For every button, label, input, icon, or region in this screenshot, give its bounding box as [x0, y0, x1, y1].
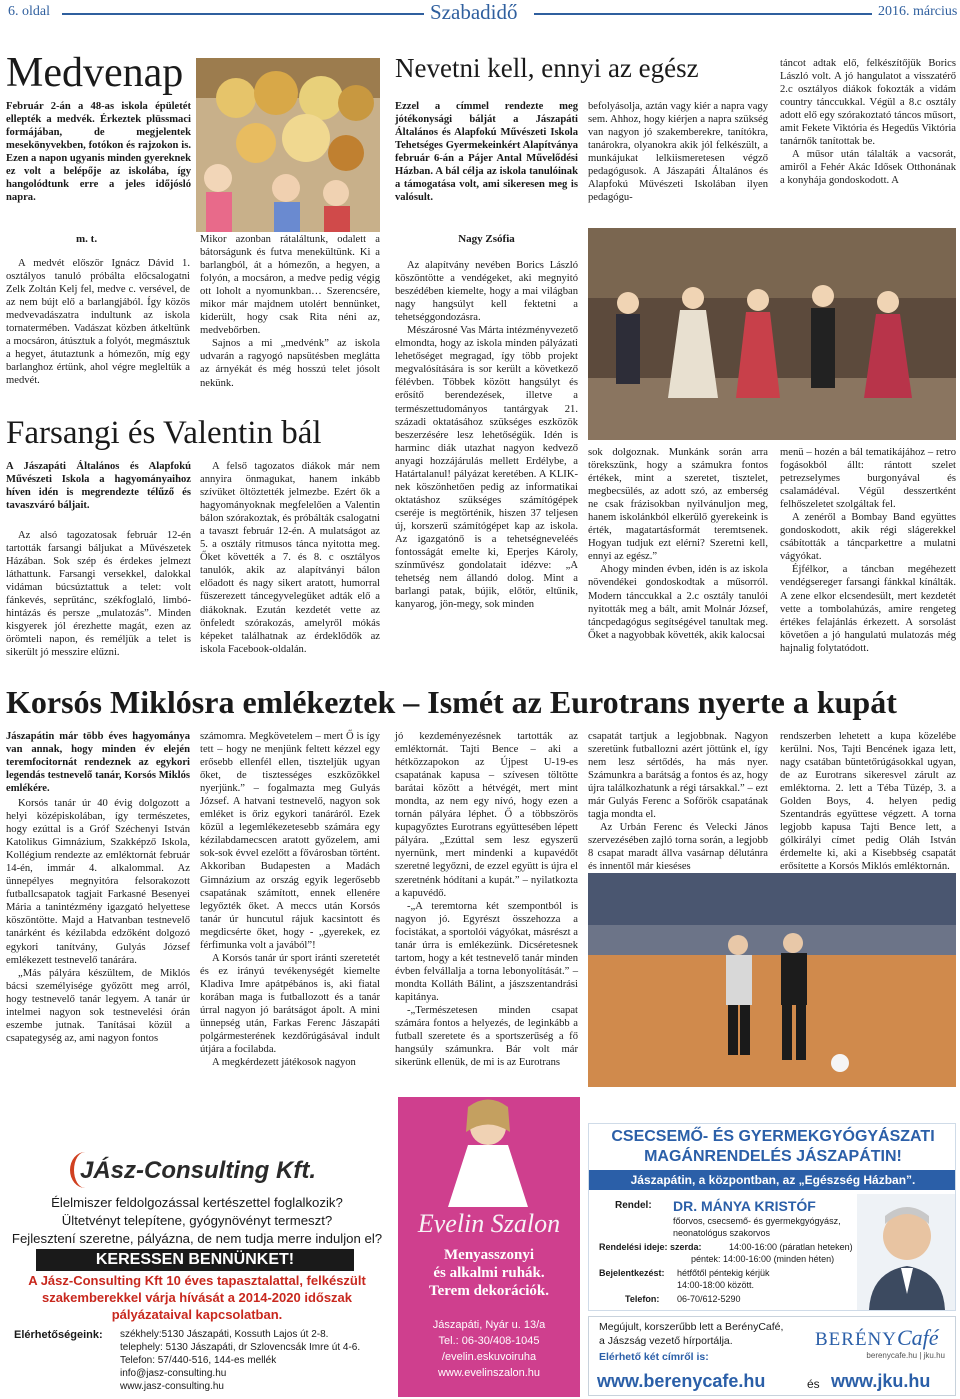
doc-role1: főorvos, csecsemő- és gyermekgyógyász, — [673, 1216, 841, 1226]
korsos-title: Korsós Miklósra emlékeztek – Ismét az Eurotrans nyerte a kupát — [6, 684, 897, 720]
header-date: 2016. március — [878, 4, 958, 19]
doc-subtitle: Jászapátin, a központban, az „Egészség Házban”. — [589, 1170, 956, 1190]
evelin-tel: Tel.: 06-30/408-1045 — [438, 1335, 540, 1347]
medvenap-title: Medvenap — [6, 50, 184, 96]
doc-appt-label: Bejelentkezést: — [599, 1268, 665, 1278]
farsang-title: Farsangi és Valentin bál — [6, 415, 322, 451]
header-rule-right — [534, 13, 872, 15]
doc-rendel-label: Rendel: — [615, 1200, 652, 1211]
farsang-lead: A Jászapáti Általános és Alapfokú Művészeti Iskola a hagyományaihoz híven idén is megrendezte télűző és tavaszváró báljait. — [6, 461, 191, 512]
jasz-line1: Élelmiszer feldolgozással kertészettel foglalkozik? — [51, 1195, 343, 1210]
dance-photo — [588, 228, 956, 440]
korsos-col3: jó kezdeményezésnek tartották az emléktornát. Tajti Bence – aki a hétközzapokon az Újpest U-19-es csapatának kapusa – szívesen töltötte barátai között a hétvégét, mert mint mondta, az nem egy nívó, hogy ezen a tornán pályára léphet. Ő a többszörös kupagyőztes Eurotrans együttesében lépett pályára. „Ezúttal sem lesz egyszerű nyernünk, mert mindenki a kupavédőt szeretné legyőzni, de ezzel együtt is újra el szeretnénk hódítani a kupát.” – nyilatkozta a kapuvédő. -„A teremtorna két szempontból is nagyon jó. Egyrészt összehozza a focistákat, a sportolói vágyókat, másrészt a tanár úrra is emlékezünk. Dicséretesnek tartom, hogy a két testnevelő tanár minden évben felvállalja a torna lebonyolítását.” – mondta Kolláth Bálint, a jászszentandrási kapitánya. -„Természetesen minden csapat számára fontos a helyezés, de leginkább a futball szeretete és a sportszerűség a fő hangsúly számunkra. Bár volt már sikerünk ellenük, de mi is az Eurotrans — [395, 731, 578, 1069]
doctor-ad — [588, 1123, 956, 1311]
bereny-logo — [815, 1325, 945, 1365]
doc-hours2: péntek: 14:00-16:00 (minden héten) — [691, 1254, 835, 1264]
bereny-line2: a Jászság vezető hírportálja. — [599, 1335, 733, 1347]
jasz-consulting-logo: JÁsz-Consulting Kft. — [80, 1157, 316, 1184]
evelin-fb: /evelin.eskuvoiruha — [441, 1351, 537, 1363]
jasz-contact1: székhely:5130 Jászapáti, Kossuth Lajos út 2-8. — [120, 1329, 329, 1340]
doc-appt2: 14:00-18:00 között. — [677, 1280, 755, 1290]
bereny-url2[interactable]: www.jku.hu — [831, 1371, 931, 1391]
bereny-and: és — [807, 1377, 820, 1391]
jasz-contact4: info@jasz-consulting.hu — [120, 1368, 227, 1379]
bride-figure — [438, 1097, 538, 1207]
jasz-consulting-logo-swoosh — [70, 1152, 100, 1188]
korsos-lead: Jászapátin már több éves hagyománya van annak, hogy minden év elején teremfocitornát rendeznek az egykori legendás testnevelő tanár, Korsós Miklós emlékére. — [6, 731, 190, 795]
medvenap-lead: Február 2-án a 48-as iskola épületét ellepték a medvék. Érkeztek plüssmaci formájában, de megjelentek mesekönyvekben, fotókon és rajzokon is. Ezen a napon ugyanis minden gyereknek ez volt a belépője az iskolába, így hangolódtunk erre a jeles időjósló napra. — [6, 101, 191, 204]
bereny-logo-sub: berenycafe.hu | jku.hu — [866, 1351, 945, 1360]
korsos-col1: Korsós tanár úr 40 évig dolgozott a helyi középiskolában, így természetes, hogy ezúttal is a Gróf Széchenyi István Katolikus Gimnázium, Szakképző Iskola, Kollégium rendezte az emléktornát február 14-én, immár 4. alkalommal. Az ünnepélyes megnyitóra felsorakozott futballcsapatok tagjait Farkasné Besenyei Mária a tanintézmény igazgató helyettese köszöntötte. Majd a Hatvanban testnevelő tanárként és kézilabda edzőként dolgozó egykori tanítvány, Gulyás József emlékezett testnevelő tanárára. „Más pályára készültem, de Miklós bácsi személyisége győzött meg arról, hogy testnevelő tanár legyem. A tanár úr intelmei nagyon sok testnevelési órán eszembe jutnak. Tanításai közül a csapategység az, ami nagyon fontos — [6, 798, 190, 1044]
medvenap-col1: A medvét először Ignácz Dávid 1. osztályos tanuló próbálta előcsalogatni Zelk Zoltán Kelj fel, medve c. versével, de az nem bújt elő a barlangjából. Így közös medvevadászatra indultunk az iskola tornatermében. Vadászat közben átkeltünk a mocsáron, átúsztuk a folyót, megmásztuk a hegyet, átutaztunk a hómezőn, míg egy barlanghoz értünk, ahol végre megleltük a medvét. — [6, 258, 190, 387]
nevetni-col2-bottom: sok dolgoznak. Munkánk során arra törekszünk, hogy a számukra fontos értékek, mint a szeretet, tisztelet, megbecsülés, az adott szó, az emberség ne csak frázisokban nyilvánuljon meg, hanem iskolánkból elkerülő gyerekeink is érték, magatartásformát teremtsenek. Hogyan tudjuk ezt elérni? Szeretni kell, ennyi az egész.” Ahogy minden évben, idén is az iskola növendékei gondoskodtak a műsorról. Modern tánccukkal a 2.c osztály tanulói nyitották meg a bált, amit Molnár József, táncpedagógus segítségével tanultak meg. Őket a nagyobbak követték, akik kalocsai — [588, 447, 768, 641]
jasz-contact2: telephely: 5130 Jászapáti, dr Szlovencsák Imre út 4-6. — [120, 1342, 361, 1353]
header-section-title: Szabadidő — [430, 0, 518, 24]
doc-title2: MAGÁNRENDELÉS JÁSZAPÁTIN! — [644, 1148, 902, 1165]
jasz-contact-label: Elérhetőségeink: — [14, 1329, 103, 1341]
doctor-portrait — [857, 1194, 955, 1310]
nevetni-col3-bottom: menü – hozén a bál tematikájához – retro fogásokból állt: rántott szelet petrezselymes burgonyával és csalamádéval. Végül desszertként felhőszeletet szolgáltak fel. A zenéről a Bombay Band együttes gondoskodott, akik régi slágerekkel csábították a táncparkettre a mulatni vágyókat. Éjfélkor, a táncban megéhezett vendégseregeт farsangi fánkkal kínálták. A zene elkor elcsendesült, mert kezdetét vette a tombolahúzás, amire rengeteg értékes felajánlás érkezett. A sorsolást követően a jó hangulatú mulatozás még hajnalig folytatódott. — [780, 447, 956, 654]
farsang-col2: A felső tagozatos diákok már nem annyira önmagukat, hanem inkább szívüket öltöztették jelmezbe. Ezért ők a hagyományoknak megfelelően a Valentin bálon szórakoztak, és próbálták csalogatni a tavaszt február 12-én. A mulatságot az 5. a osztály ritmusos tánca nyitotta meg. Őket követték a 7. és 8. c osztályos tanulók, akik az alapítványi bálon előadott és nagy sikert aratott, humorral fűszerezett táncegyvelegüket adták elő a diákoknak. Ezután kezdetét vette az önfeledt szórakozás, amelyről mókás képeket találhatnak az érdeklődők az iskola Facebook-oldalán. — [200, 461, 380, 655]
farsang-col1: Az alsó tagozatosak február 12-én tartották farsangi báljukat a Művészetek Házában. Sok szép és érdekes jelmezt láthattunk. Farsangi versekkel, dalokkal vidáman búcsúztattuk a telet: volt fánkevés, seprűtánc, székfoglaló, limbó-hintázás és persze „mulatozás”. Minden kisgyerek jól érezhette magát, ezen az örömteli napon, és reméljük a telet is sikerült jó messzire elűzni. — [6, 530, 191, 659]
evelin-web: www.evelinszalon.hu — [437, 1367, 541, 1379]
medvenap-col2: Mikor azonban rátaláltunk, odalett a bátorságunk és futva menekültünk. Ki a barlangból, át a hómezőn, a hegyen, a folyón, a mocsáron, a medve pedig végig ott loholt a nyomunkban… Szerencsére, mikor már majdnem utolért bennünket, kiderült, hogy csak Rita néni az, medvebőrben. Sajnos a mi „medvénk” az iskola udvarán a ragyogó napsütésben meglátta az árnyékát és még hosszú telet jósolt nekünk. — [200, 234, 380, 389]
evelin-brand: Evelin Szalon — [417, 1209, 561, 1238]
nevetni-col1-bottom: Az alapítvány nevében Borics László köszöntötte a vendégeket, aki megnyitó beszédében kiemelte, hogy a mai világban nagy hangsúlyt kell fektetni a tehetséggondozásra. Mészárosné Vas Márta intézményvezető elmondta, hogy az iskola minden pályázati lehetőséget megragad, így több projekt megvalósítására is sor került a következő félévben. Többek között hangsúlyt és erősítő berendezések, illetve a természettudományos tantárgyak 21. századi oktatásához szükséges eszközök beszerzésére lesz lehetőségük. Idén is harminc diák utazhat nagyon kedvező anyagi hozzájárulás mellett Erdélybe, a Határtalanul! pályázat keretében. A KLIK-nek köszönhetően pedig az informatikai oktatáshoz szükséges számítógépek cseréje is megtörténik, hiszen 37 teljesen új, korszerű számítógépet kap az iskola. Az igazgatónő is a tehetségneveléés fontosságát emelte ki, Eperjes Károly, színművész gondolatait idézve: „A tehetség nem állandó dolog. Mint a barlangi patak, bújik, előtör, eltűnik, kanyarog, jön-megy, sok minden — [395, 260, 578, 611]
nevetni-lead: Ezzel a címmel rendezte meg jótékonysági bálját a Jászapáti Általános és Alapfokú Művészeti Iskola Tehetséges Gyermekeinkért Alapítványa február 6-án a Pájer Antal Művelődési Házban. A bál célja az iskola tanulóinak a támogatása volt, ami sikeresen meg is valósult. — [395, 101, 578, 204]
doc-name: DR. MÁNYA KRISTÓF — [673, 1198, 816, 1214]
jasz-consulting-ad — [0, 1097, 394, 1397]
jasz-contact3: Telefon: 57/440-516, 144-es mellék — [120, 1355, 277, 1366]
bereny-url1[interactable]: www.berenycafe.hu — [597, 1371, 766, 1391]
bereny-logo-cafe: Café — [897, 1325, 939, 1350]
header-rule-left — [62, 13, 424, 15]
nevetni-col3-top: táncot adtak elő, felkészítőjük Borics László volt. A jó hangulatot a visszatérő 2.c osztályos diákok fokozták a vidám country tánccukkal. Végül a 8.c osztály adott elő egy szórakoztató táncos műsort, amit Fekete Viktória és Hegedűs Viktória tanárnők tanítottak be. A műsor után tálalták a vacsorát, amiről a Fehér Akác Idősek Otthonának a konyhája gondoskodott. A — [780, 58, 956, 187]
korsos-col4: csapatát tartjuk a legjobbnak. Nagyon szeretünk futballozni azért jöttünk el, így nem lesz sértődés, ha más nyer. Számunkra a barátság a fontos és az, hogy újra találkozhatunk a régi társakkal.” – ezt már Gulyás Ferenc a Sofőrök csapatának tagja mondta el. Az Urbán Ferenc és Velecki János szervezésében zajló torna során, a legjobb 8 csapat maradt állva vasárnap délutánra és innentől már kieséses — [588, 731, 768, 873]
korsos-col5: rendszerben lehetett a kupa közelébe kerülni. Nos, Tajti Bencének igaza lett, nagy csatában büntetőrúgásokkal ugyan, de az Eurotrans sikeresvel zárult az emléktorna. 2. lett a Téba Tüzép, 3. a Golden Boys, 4. helyen pedig Szentandrás együttese végzett. A torna legjobb kapusa Tajti Bence lett, a gólkirályi címet pedig Oláh István érdemelte ki, aki a Kisebbség csapatát erősítette a Korsós Miklós emléktornán. — [780, 731, 956, 873]
doc-appt1: hétfőtől péntekig kérjük — [677, 1268, 770, 1278]
evelin-line3: Terem dekorációk. — [429, 1283, 549, 1299]
evelin-addr: Jászapáti, Nyár u. 13/a — [432, 1319, 546, 1331]
doc-hours-label: Rendelési ideje: szerda: — [599, 1242, 702, 1252]
doc-tel: 06-70/612-5290 — [677, 1294, 741, 1304]
teddy-bear-photo — [196, 58, 380, 232]
nevetni-author: Nagy Zsófia — [458, 233, 515, 245]
futsal-photo — [588, 873, 956, 1087]
bereny-cafe-ad — [588, 1316, 956, 1396]
bereny-logo-text: BERÉNY — [815, 1329, 897, 1350]
evelin-line2: és alkalmi ruhák. — [433, 1265, 545, 1281]
jasz-line3: Fejlesztení szeretne, pályázna, de nem tudja merre induljon el? — [11, 1231, 383, 1246]
evelin-szalon-ad — [398, 1097, 580, 1397]
bereny-line3: Elérhető két címről is: — [599, 1351, 709, 1363]
jasz-line2: Ültetvényt telepítene, gyógynövényt termeszt? — [61, 1213, 333, 1228]
evelin-line1: Menyasszonyi — [444, 1247, 534, 1263]
doc-role2: neonatológus szakorvos — [673, 1228, 771, 1238]
korsos-col2: számomra. Megkövetelem – mert Ő is így tett – hogy ne menjünk feltett kézzel egy erősebb ellenfél ellen, tiszteljük ugyan őket, de tisztességes eszközökkel nyerjünk.” – fogalmazta meg Gulyás József. A hatvani testnevelő, nagyon sok emléket is őriz egykori tanáráról. Ezek közül a legemlékezetesebb számára egy kézilabdamecscen aratott győzelem, ami sok-sok évvel ezelőtt a fővárosban történt. Akkoriban Budapesten a Madách Gimnázium az ország egyik legerősebb csapatának számított, ennek ellenére legyőzték őket. A meccs után Korsós tanár úr huncutul rájuk kacsintott és megdicsérte őket, hogy - „gyerekek, ez férfimunka volt a javából”! A Korsós tanár úr sport iránti szeretetét és ez irányú tevékenységét kiemelte Kladiva Imre apátpébános is, aki fiatal korában maga is futballozott és a tanár úrral nagyon jó barátságot ápolt. A mini ünnepség után, Farkas Ferenc Jászapáti polgármesterének kezdőrúgásával indult útjára a focilabda. A megkérdezett játékosok nagyon — [200, 731, 380, 1069]
jasz-banner: KERESSEN BENNÜNKET! — [36, 1249, 354, 1271]
doc-hours1: 14:00-16:00 (páratlan heteken) — [729, 1242, 853, 1252]
jasz-red-text: A Jász-Consulting Kft 10 éves tapasztalattal, felkészült szakemberekkel várja hívását a 2014-2020 időszak pályázataival kapcsolatban. — [28, 1273, 366, 1322]
nevetni-col2-top: befolyásolja, aztán vagy kiér a napra vagy sem. Ahhoz, hogy kiérjen a napra szükség van nagyon jó szakemberekre, tanítókra, tanárokra, olyanokra akik jól felkészült, a munkájukat lelkiismeretesen végző pedagógusok. A Jászapáti Általános és Alapfokú Művészeti Iskolában ilyen pedagógu- — [588, 101, 768, 204]
bereny-line1: Megújult, korszerűbb lett a BerényCafé, — [599, 1321, 784, 1333]
doc-title1: CSECSEMŐ- ÉS GYERMEKGYÓGYÁSZATI — [611, 1128, 935, 1145]
doc-tel-label: Telefon: — [625, 1294, 660, 1304]
medvenap-byline: m. t. — [76, 233, 98, 245]
nevetni-title: Nevetni kell, ennyi az egész — [395, 53, 699, 83]
header-page-number: 6. oldal — [8, 4, 50, 19]
jasz-contact5: www.jasz-consulting.hu — [120, 1381, 224, 1392]
